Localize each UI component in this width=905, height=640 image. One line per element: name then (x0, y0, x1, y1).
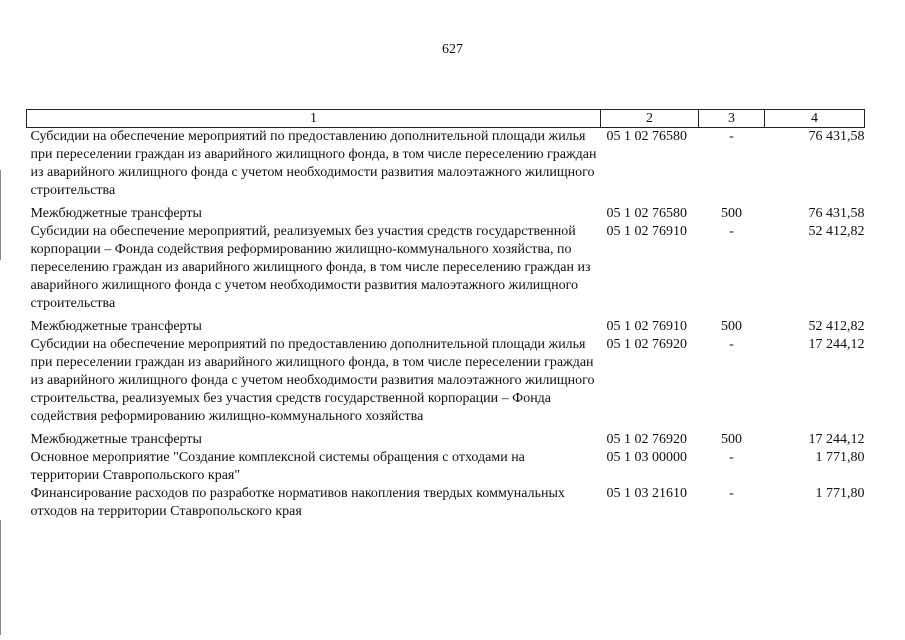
table-row (27, 485, 865, 521)
row-name: Субсидии на обеспечение мероприятий, реализуемых без участия средств государственной корпорации – Фонда содействия реформированию жилищно-коммунального хозяйства, по переселению граждан из аварийного жилищного фонда, в том числе переселению граждан из аварийного жилищного фонда с учетом необходимости развития малоэтажного жилищного строительства (30, 224, 591, 311)
table-row (27, 128, 865, 206)
table-row (27, 205, 865, 223)
row-sum: 76 431,58 (808, 129, 865, 144)
row-type: 500 (721, 319, 742, 334)
column-header-name: 1 (27, 110, 601, 128)
table-row (27, 336, 865, 431)
row-name: Основное мероприятие "Создание комплексной системы обращения с отходами на территории Ставропольского края" (30, 450, 525, 483)
row-name: Межбюджетные трансферты (30, 206, 202, 221)
row-code: 05 1 02 76910 (606, 224, 687, 239)
row-type: - (729, 450, 734, 465)
row-sum: 1 771,80 (815, 450, 865, 465)
row-code: 05 1 02 76920 (606, 337, 687, 352)
row-sum: 52 412,82 (808, 319, 865, 334)
scan-edge-line (0, 520, 1, 635)
row-sum: 1 771,80 (815, 486, 865, 501)
row-type: - (729, 486, 734, 501)
row-code: 05 1 02 76920 (606, 432, 687, 447)
page-number: 627 (442, 42, 463, 57)
row-name: Субсидии на обеспечение мероприятий по предоставлению дополнительной площади жилья при переселении граждан из аварийного жилищного фонда, в том числе переселению граждан из аварийного жилищного фонда с учетом необходимости развития малоэтажного жилищного строительства (30, 129, 597, 198)
row-type: - (729, 129, 734, 144)
row-name: Субсидии на обеспечение мероприятий по предоставлению дополнительной площади жилья при переселении граждан из аварийного жилищного фонда, в том числе переселении граждан из аварийного жилищного фонда с учетом необходимости развития малоэтажного жилищного строительства, реализуемых без участия средств государственной корпорации – Фонда содействия реформированию жилищно-коммунального хозяйства (30, 337, 595, 424)
column-header-code: 2 (601, 110, 699, 128)
budget-table (26, 109, 865, 521)
row-code: 05 1 02 76580 (606, 129, 687, 144)
scan-edge-line (0, 170, 1, 260)
column-header-sum: 4 (765, 110, 865, 128)
table-row (27, 431, 865, 449)
row-sum: 17 244,12 (808, 432, 865, 447)
row-name: Межбюджетные трансферты (30, 432, 202, 447)
row-name: Финансирование расходов по разработке нормативов накопления твердых коммунальных отходов на территории Ставропольского края (30, 486, 565, 519)
row-type: 500 (721, 432, 742, 447)
row-name: Межбюджетные трансферты (30, 319, 202, 334)
table-row (27, 223, 865, 318)
row-type: - (729, 224, 734, 239)
row-sum: 76 431,58 (808, 206, 865, 221)
row-sum: 17 244,12 (808, 337, 865, 352)
row-type: - (729, 337, 734, 352)
row-code: 05 1 03 21610 (606, 486, 687, 501)
row-code: 05 1 03 00000 (606, 450, 687, 465)
row-code: 05 1 02 76580 (606, 206, 687, 221)
table-row (27, 449, 865, 485)
row-sum: 52 412,82 (808, 224, 865, 239)
row-code: 05 1 02 76910 (606, 319, 687, 334)
column-header-type: 3 (699, 110, 765, 128)
row-type: 500 (721, 206, 742, 221)
table-header-row (27, 110, 865, 128)
table-row (27, 318, 865, 336)
